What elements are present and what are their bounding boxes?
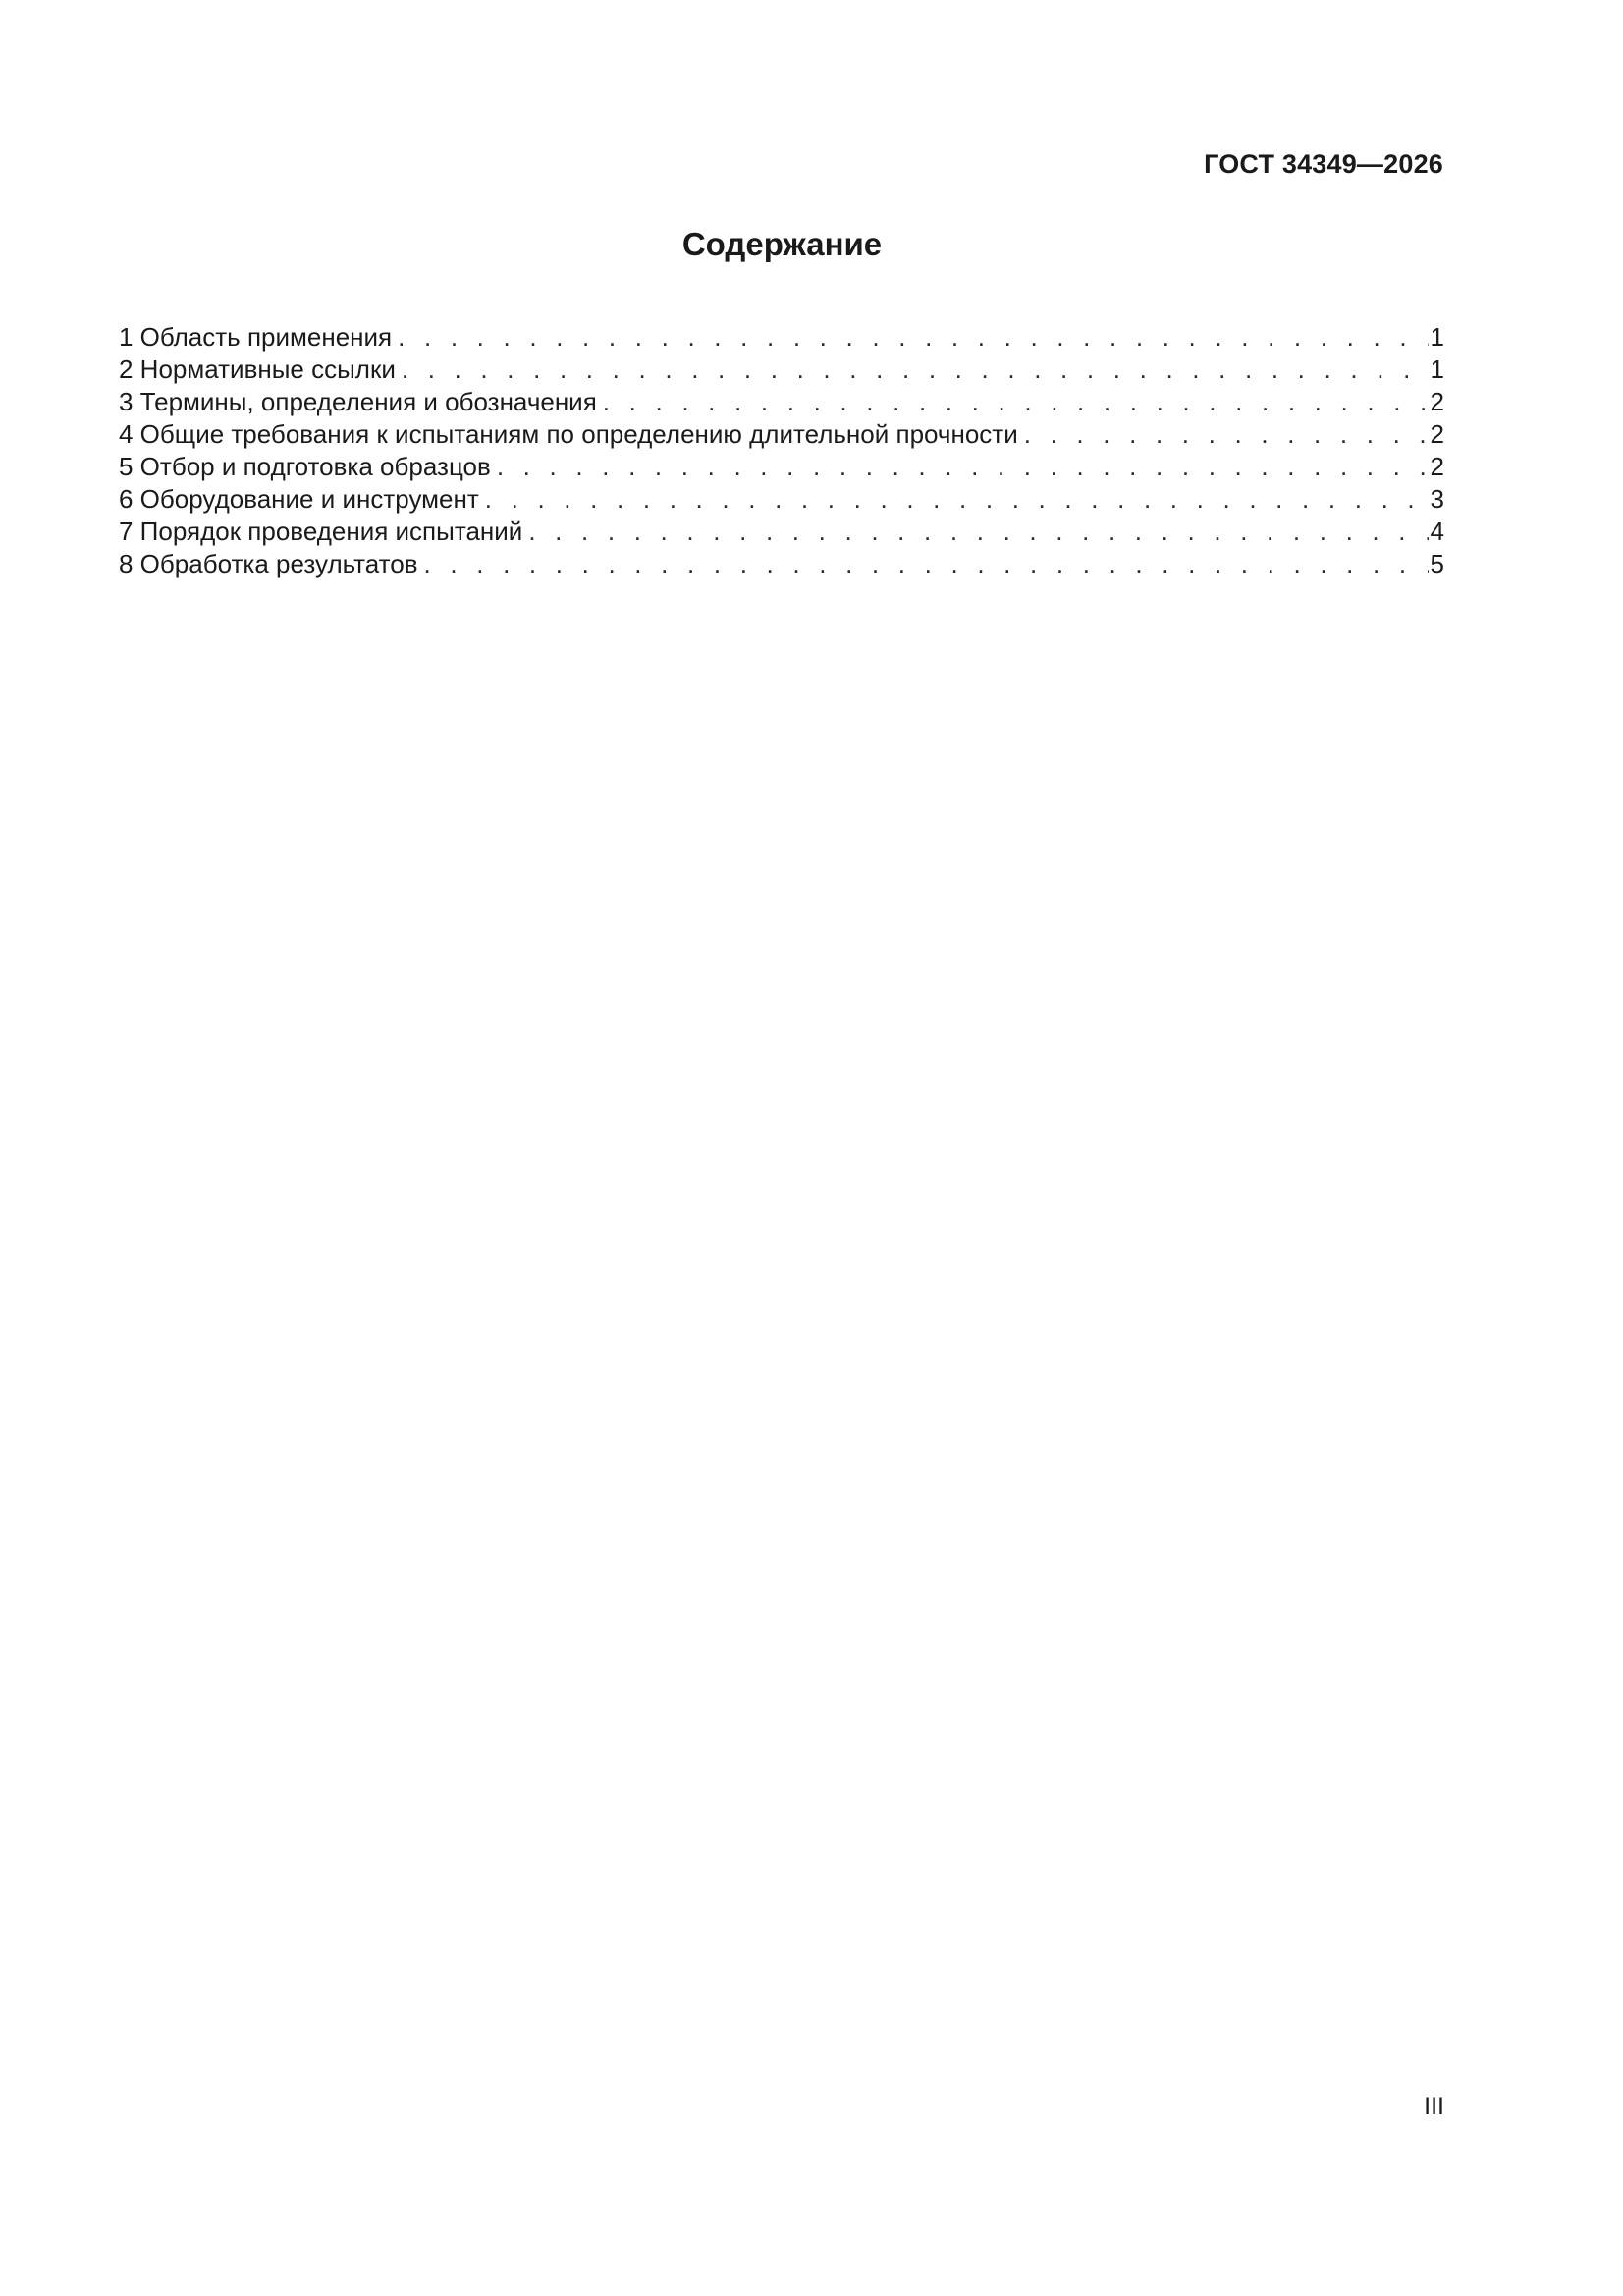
toc-dot-leader (424, 548, 1429, 580)
page-number: III (1424, 2093, 1444, 2120)
toc-entry-label: 8 Обработка результатов (119, 549, 418, 578)
toc-entry-page: 2 (1430, 419, 1444, 449)
toc-dot-leader (402, 354, 1429, 386)
toc-title: Содержание (681, 226, 883, 262)
toc-entry-label: 3 Термины, определения и обозначения (119, 387, 597, 416)
toc-entry-label: 6 Оборудование и инструмент (119, 484, 479, 514)
toc-entry-label: 1 Область применения (119, 322, 393, 352)
toc-entry-label: 4 Общие требования к испытаниям по определению длительной прочности (119, 419, 1018, 449)
document-code: ГОСТ 34349—2026 (1204, 149, 1443, 179)
toc-entry-page: 2 (1430, 452, 1444, 481)
toc-entry-page: 4 (1430, 517, 1444, 546)
toc-entry-3[interactable] (119, 386, 1444, 418)
toc-entry-page: 2 (1430, 387, 1444, 416)
toc-entry-page: 1 (1430, 355, 1444, 384)
toc-entry-5[interactable] (119, 451, 1444, 483)
toc-entry-label: 5 Отбор и подготовка образцов (119, 452, 491, 481)
toc-dot-leader (603, 386, 1429, 418)
toc-dot-leader (1024, 418, 1429, 451)
toc-entry-1[interactable] (119, 321, 1444, 354)
toc-entry-page: 5 (1430, 549, 1444, 578)
toc-entry-label: 7 Порядок проведения испытаний (119, 517, 523, 546)
toc-dot-leader (398, 321, 1428, 354)
toc-entry-2[interactable] (119, 354, 1444, 386)
toc-entry-7[interactable] (119, 516, 1444, 548)
toc-entry-page: 3 (1430, 484, 1444, 514)
toc-entry-page: 1 (1430, 322, 1444, 352)
toc-dot-leader (485, 483, 1429, 516)
toc-entry-4[interactable] (119, 418, 1444, 451)
toc-dot-leader (528, 516, 1428, 548)
toc-dot-leader (497, 451, 1429, 483)
toc-entry-6[interactable] (119, 483, 1444, 516)
toc-entry-8[interactable] (119, 548, 1444, 580)
table-of-contents (119, 321, 1444, 580)
toc-entry-label: 2 Нормативные ссылки (119, 355, 396, 384)
